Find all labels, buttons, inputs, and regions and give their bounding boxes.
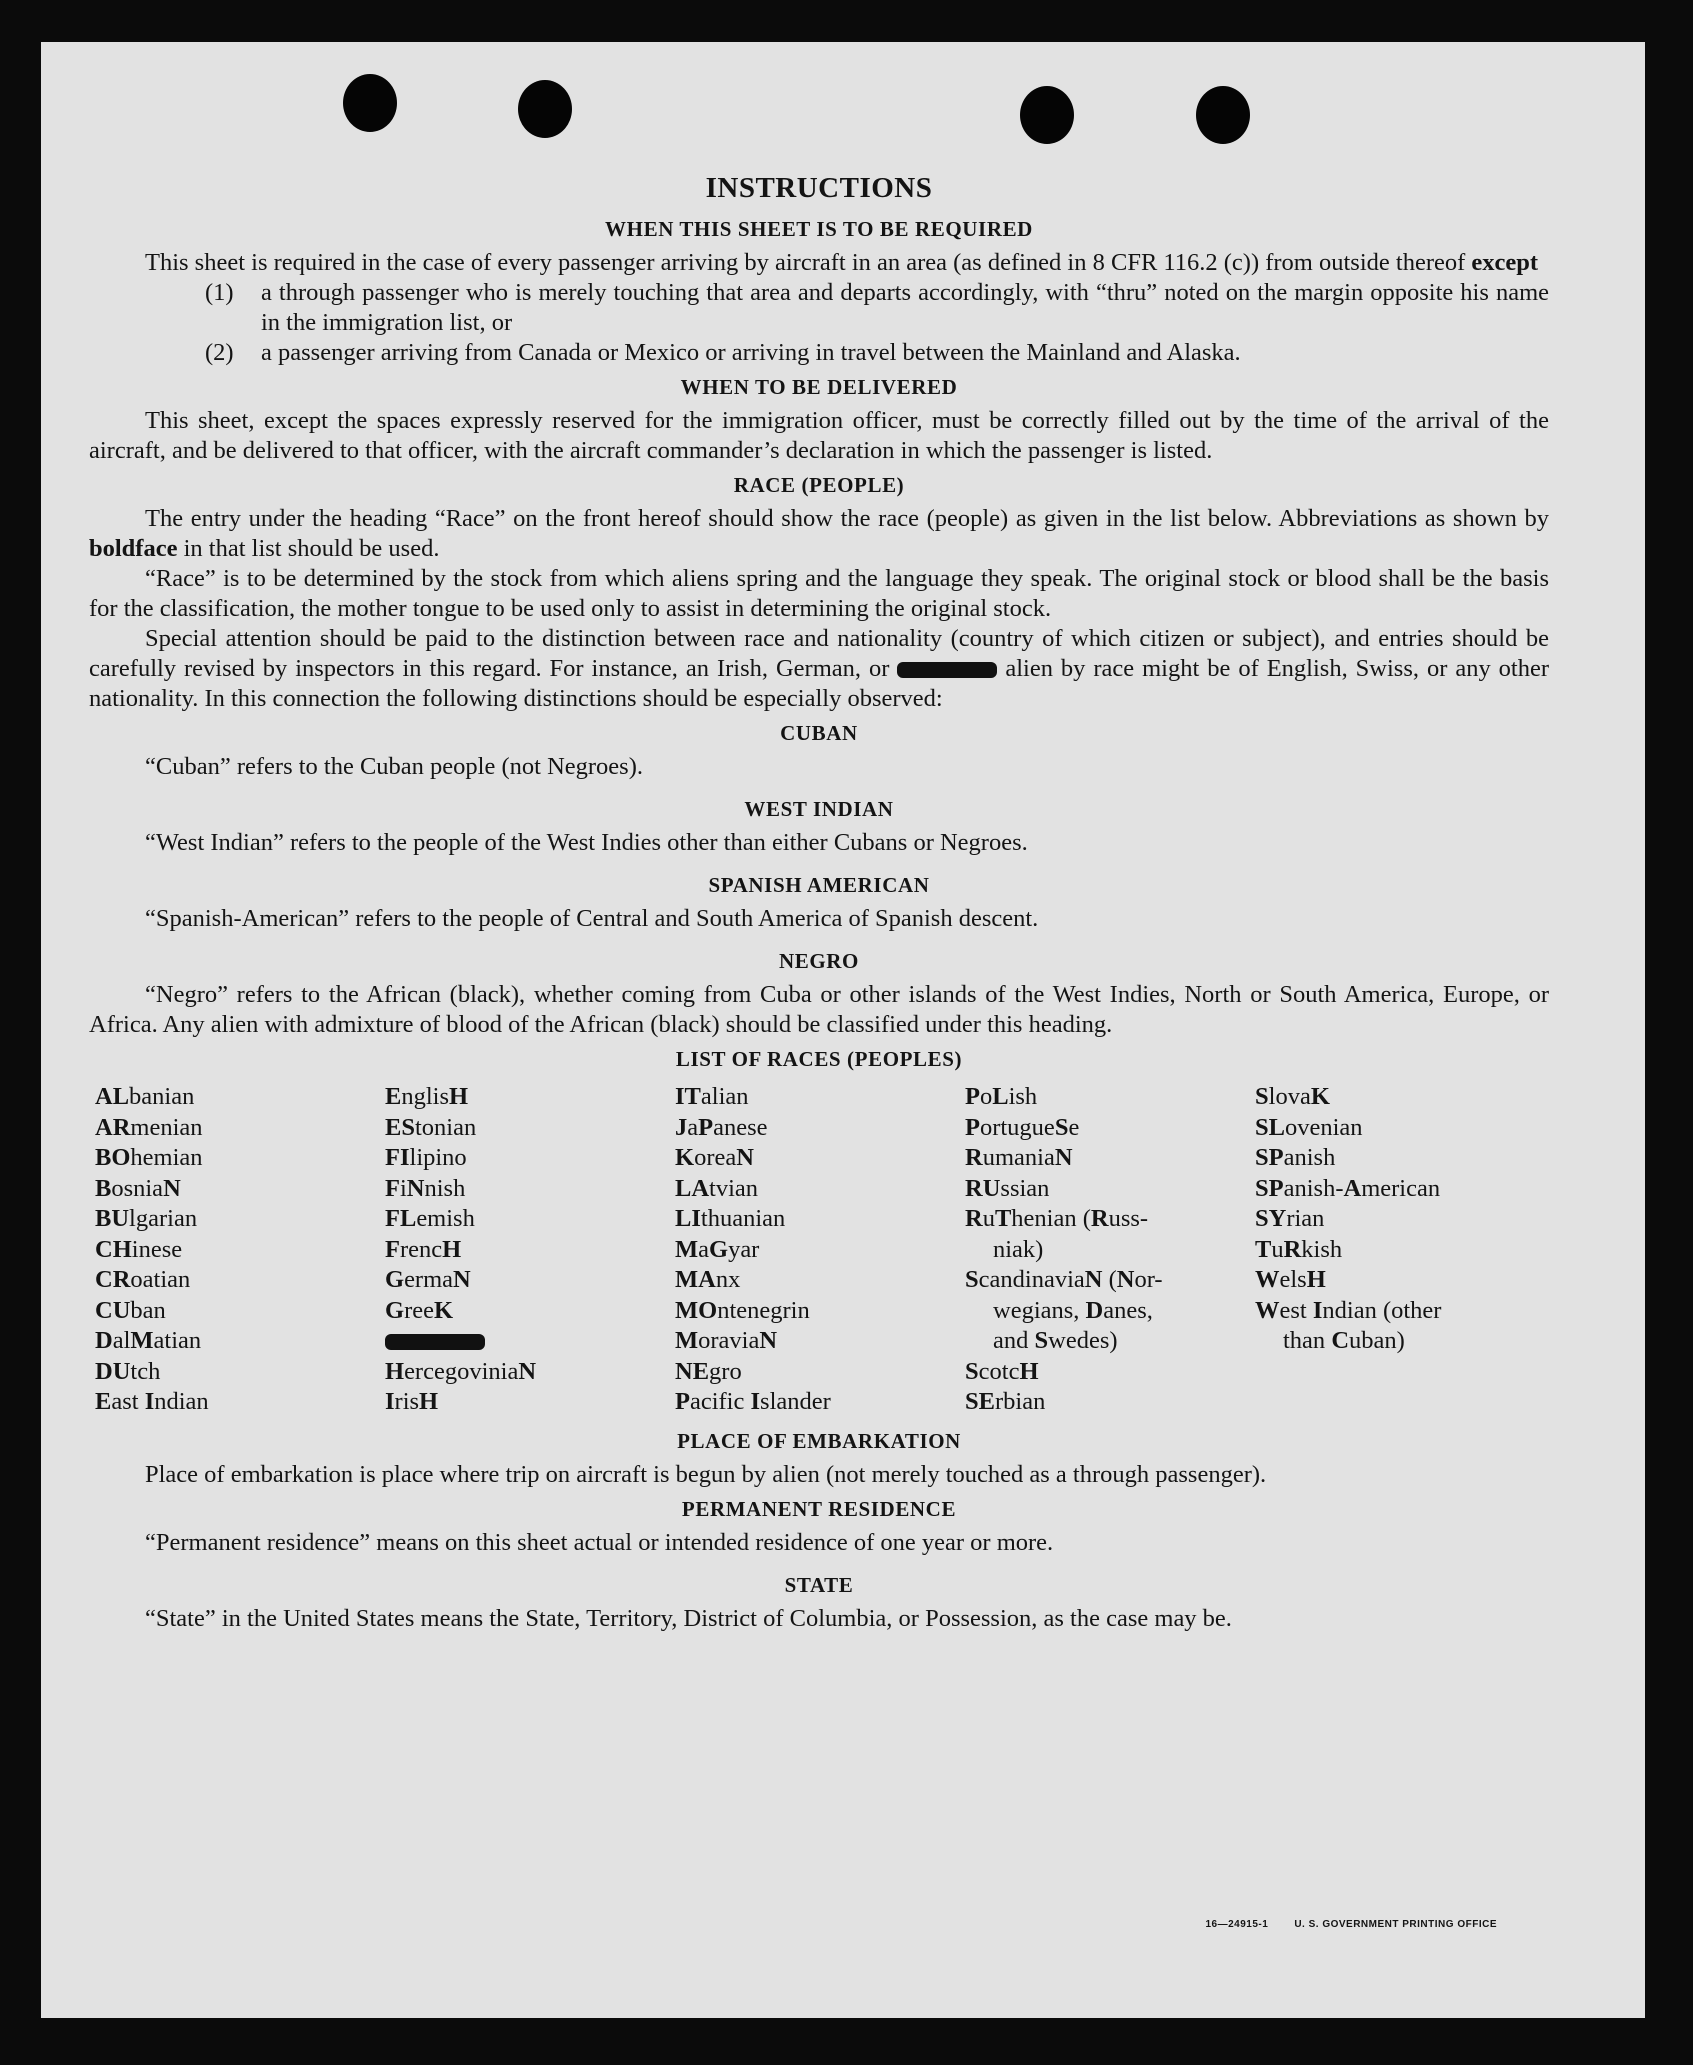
document-sheet — [41, 42, 1645, 2018]
form-number: 16—24915-1 — [1205, 1919, 1269, 1930]
race-entry: West Indian (other — [1255, 1296, 1442, 1324]
section-heading: PLACE OF EMBARKATION — [677, 1428, 961, 1453]
section-heading: PERMANENT RESIDENCE — [681, 1496, 957, 1521]
list-item: (1) a through passenger who is merely touching that area and departs accordingly, with “thru” noted on the margin opposite his name in the immigration list, or — [205, 279, 1549, 336]
section-heading: WHEN TO BE DELIVERED — [680, 375, 958, 399]
paragraph: “West Indian” refers to the people of the West Indies other than either Cubans or Negroes. — [145, 829, 1028, 856]
paragraph: “Spanish-American” refers to the people of Central and South America of Spanish descent. — [145, 905, 1039, 932]
section-heading: NEGRO — [778, 949, 859, 973]
race-entry: GreeK — [385, 1296, 454, 1324]
paragraph: “State” in the United States means the State, Territory, District of Columbia, or Possession, as the case may be. — [145, 1604, 1232, 1632]
race-entry: CRoatian — [95, 1266, 191, 1293]
race-entry: SlovaK — [1255, 1083, 1330, 1110]
instructions-body — [89, 168, 1549, 1634]
race-column — [965, 1082, 1255, 1418]
race-entry: LIthuanian — [675, 1205, 786, 1232]
race-entry: RumaniaN — [965, 1144, 1073, 1171]
race-column — [675, 1082, 965, 1418]
race-entry: SPanish — [1255, 1144, 1336, 1171]
race-entry: BosniaN — [95, 1174, 181, 1202]
race-entry: TuRkish — [1255, 1235, 1343, 1263]
paragraph: “Cuban” refers to the Cuban people (not Negroes). — [145, 753, 643, 780]
race-entry: NEgro — [675, 1357, 742, 1385]
printer-imprint: U. S. GOVERNMENT PRINTING OFFICE — [1294, 1919, 1497, 1930]
section-heading: SPANISH AMERICAN — [708, 873, 930, 897]
paragraph: “Negro” refers to the African (black), whether coming from Cuba or other islands of the West Indies, North or South America, Europe, or Africa. Any alien with admixture of blood of the African (black) should be classified under this heading. — [89, 981, 1549, 1038]
race-entry: EStonian — [385, 1113, 477, 1141]
race-entry: SYrian — [1255, 1205, 1325, 1232]
paragraph: This sheet is required in the case of every passenger arriving by aircraft in an area (as defined in 8 CFR 116.2 (c)) from outside thereof except — [145, 249, 1539, 276]
race-entry: ScotcH — [965, 1357, 1039, 1385]
race-entry: RUssian — [965, 1174, 1050, 1202]
race-entry: PoLish — [965, 1083, 1038, 1110]
race-entry: HercegoviniaN — [385, 1357, 537, 1385]
section-heading: STATE — [784, 1572, 854, 1597]
race-entry: KoreaN — [675, 1144, 754, 1171]
race-entry: DUtch — [95, 1357, 161, 1385]
paragraph: “Permanent residence” means on this sheet actual or intended residence of one year or more. — [145, 1528, 1054, 1556]
race-entry: MAnx — [675, 1266, 741, 1293]
section-heading: WEST INDIAN — [744, 797, 894, 821]
race-entry: CUban — [95, 1296, 166, 1324]
race-entry: JaPanese — [675, 1113, 768, 1141]
paragraph: Place of embarkation is place where trip on aircraft is begun by alien (not merely touched as a through passenger). — [145, 1460, 1267, 1488]
race-column — [95, 1082, 385, 1418]
redaction-mark — [897, 662, 997, 678]
race-entry: ScandinaviaN (Nor- — [965, 1266, 1163, 1293]
race-entry: BUlgarian — [95, 1205, 198, 1232]
race-entry-continued: than Cuban) — [1283, 1327, 1405, 1354]
punch-hole — [518, 80, 572, 138]
list-item: (2) a passenger arriving from Canada or Mexico or arriving in travel between the Mainland and Alaska. — [205, 339, 1241, 366]
race-entry: SPanish-American — [1255, 1174, 1441, 1202]
race-column — [385, 1082, 675, 1418]
race-entry: BOhemian — [95, 1144, 203, 1171]
print-footer — [1179, 1919, 1497, 1930]
race-entry: FrencH — [385, 1235, 462, 1263]
race-entry: IrisH — [385, 1388, 439, 1415]
punch-hole — [1020, 86, 1074, 144]
race-entry-continued: wegians, Danes, — [993, 1296, 1153, 1324]
race-entry: FIlipino — [385, 1144, 467, 1171]
race-entry: SLovenian — [1255, 1113, 1363, 1141]
race-entry: ARmenian — [95, 1113, 203, 1141]
race-entry: CHinese — [95, 1235, 183, 1263]
redaction-mark — [385, 1334, 485, 1350]
race-entry: FLemish — [385, 1205, 475, 1232]
redacted-entry — [385, 1326, 675, 1357]
race-entry: MOntenegrin — [675, 1296, 810, 1324]
race-entry: SErbian — [965, 1388, 1046, 1415]
race-entry: MaGyar — [675, 1235, 760, 1263]
race-list — [95, 1082, 1549, 1418]
paragraph: Special attention should be paid to the distinction between race and nationality (country of which citizen or subject), and entries should be carefully revised by inspectors in this regard. For instance, an Irish, German, or alien by race might be of English, Swiss, or any other nationality. In this connection the following distinctions should be especially observed: — [89, 625, 1549, 712]
race-entry-continued: and Swedes) — [993, 1327, 1118, 1354]
punch-hole — [1196, 86, 1250, 144]
race-entry: PortugueSe — [965, 1113, 1080, 1141]
race-entry: FiNnish — [385, 1174, 466, 1202]
race-entry: EnglisH — [385, 1083, 469, 1110]
race-entry: LAtvian — [675, 1174, 759, 1202]
race-entry: WelsH — [1255, 1266, 1326, 1293]
race-entry: RuThenian (Russ- — [965, 1205, 1149, 1232]
paragraph: “Race” is to be determined by the stock from which aliens spring and the language they speak. The original stock or blood shall be the basis for the classification, the mother tongue to be used only to assist in determining the original stock. — [89, 565, 1549, 622]
race-entry-continued: niak) — [993, 1235, 1044, 1263]
race-entry: Pacific Islander — [675, 1388, 831, 1415]
race-entry: East Indian — [95, 1388, 209, 1415]
section-heading: RACE (PEOPLE) — [733, 473, 905, 497]
page-title: INSTRUCTIONS — [705, 172, 933, 204]
race-column — [1255, 1082, 1555, 1418]
race-entry: MoraviaN — [675, 1327, 778, 1354]
section-heading: CUBAN — [780, 721, 858, 745]
punch-hole — [343, 74, 397, 132]
paragraph: The entry under the heading “Race” on the front hereof should show the race (people) as given in the list below. Abbreviations as shown by boldface in that list should be used. — [89, 505, 1549, 562]
race-entry: ITalian — [675, 1083, 749, 1110]
section-heading: LIST OF RACES (PEOPLES) — [675, 1047, 963, 1071]
race-entry: DalMatian — [95, 1327, 202, 1354]
race-entry: ALbanian — [95, 1083, 195, 1110]
paragraph: This sheet, except the spaces expressly reserved for the immigration officer, must be correctly filled out by the time of the arrival of the aircraft, and be delivered to that officer, with the aircraft commander’s declaration in which the passenger is listed. — [89, 407, 1549, 464]
race-entry: GermaN — [385, 1266, 471, 1293]
section-heading: WHEN THIS SHEET IS TO BE REQUIRED — [605, 217, 1033, 241]
